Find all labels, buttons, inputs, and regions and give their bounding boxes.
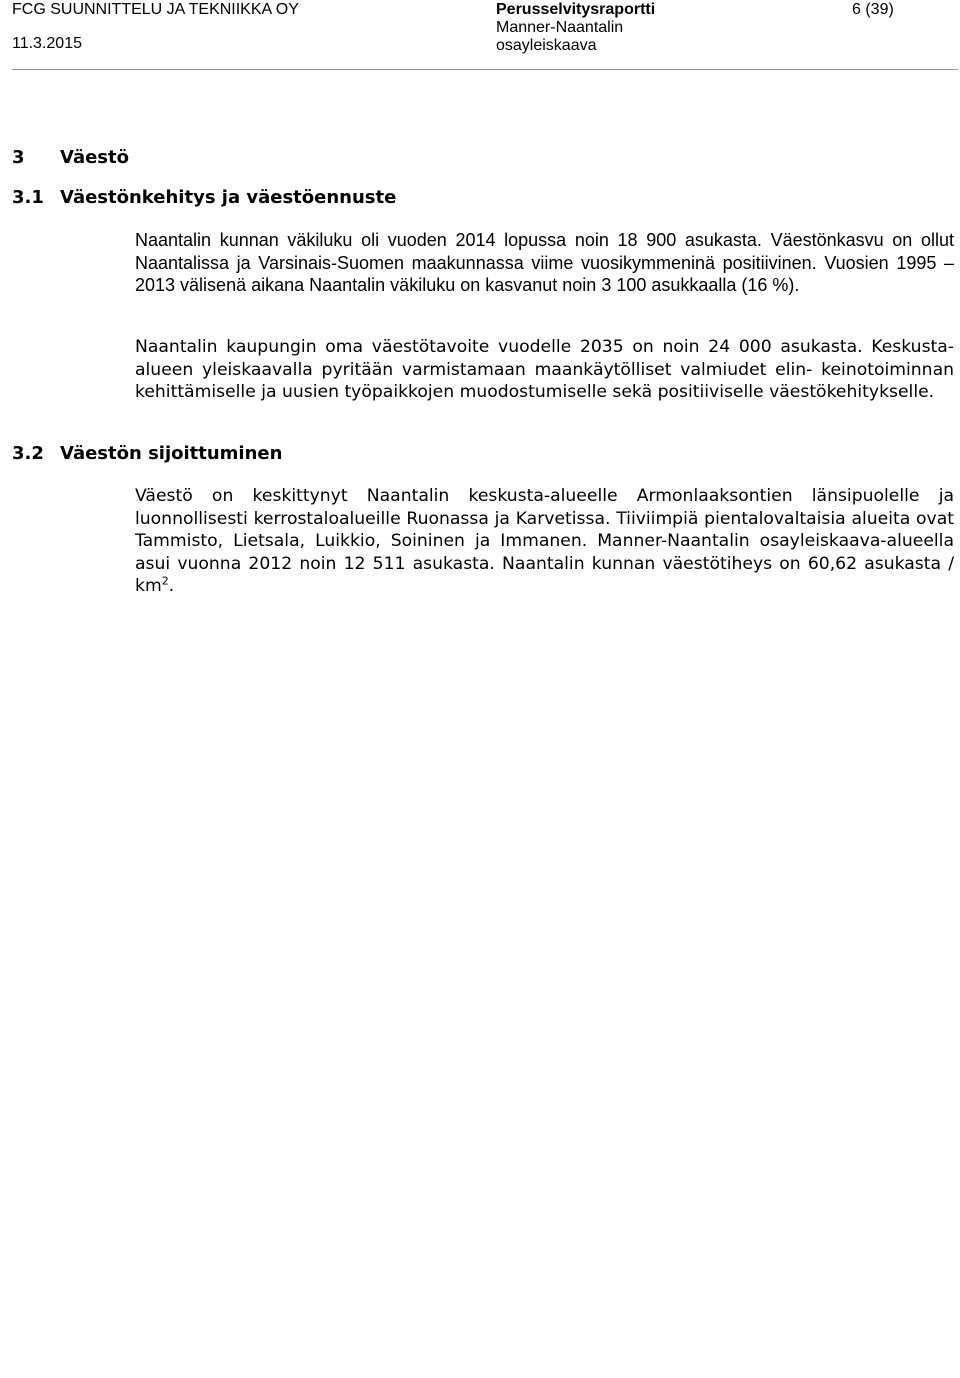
paragraph-population-target: Naantalin kaupungin oma väestötavoite vuodelle 2035 on noin 24 000 asukasta. Keskusta-alueen yleiskaavalla pyritään varmistamaan maankäytölliset valmiudet elin- keinotoiminnan kehittämiselle ja uusien työpaikkojen muodostumiselle sekä positiiviselle väestökehitykselle.	[135, 337, 954, 402]
header-divider	[12, 69, 958, 70]
section-heading-sijoittuminen	[12, 443, 282, 465]
section-title: Väestönkehitys ja väestöennuste	[60, 187, 397, 208]
density-exponent: 2	[161, 574, 169, 588]
section-title: Väestö	[60, 147, 129, 168]
section-title: Väestön sijoittuminen	[60, 443, 283, 464]
section-number: 3.1	[12, 187, 44, 208]
plan-type: osayleiskaava	[496, 37, 597, 54]
company-name: FCG SUUNNITTELU JA TEKNIIKKA OY	[12, 1, 299, 18]
report-title: Perusselvitysraportti	[496, 1, 656, 18]
distribution-text: Väestö on keskittynyt Naantalin keskusta-alueelle Armonlaaksontien länsipuolelle ja luonnollisesti kerrostaloalueille Ruonassa ja Karvetissa. Tiiviimpiä pientalovaltaisia alueita ovat Tammisto, Lietsala, Luikkio, Soininen ja Immanen. Manner-Naantalin osayleiskaava-alueella asui vuonna 2012 noin 12 511 asukasta. Naantalin kunnan väestötiheys on 60,62 asukasta / km	[135, 486, 954, 596]
distribution-end: .	[168, 576, 175, 596]
plan-name: Manner-Naantalin	[496, 19, 624, 36]
report-date: 11.3.2015	[12, 35, 82, 52]
section-heading-vaestonkehitys	[12, 187, 396, 209]
paragraph-population-distribution	[135, 485, 954, 598]
paragraph-population-history: Naantalin kunnan väkiluku oli vuoden 2014 lopussa noin 18 900 asukasta. Väestönkasvu on ollut Naantalissa ja Varsinais-Suomen maakunnassa viime vuosikymmeninä positiivinen. Vuosien 1995 – 2013 välisenä aikana Naantalin väkiluku on kasvanut noin 3 100 asukkaalla (16 %).	[135, 230, 954, 295]
section-heading-vaesto	[12, 147, 129, 169]
section-number: 3	[12, 147, 25, 168]
page-number: 6 (39)	[852, 1, 894, 18]
section-number: 3.2	[12, 443, 44, 464]
